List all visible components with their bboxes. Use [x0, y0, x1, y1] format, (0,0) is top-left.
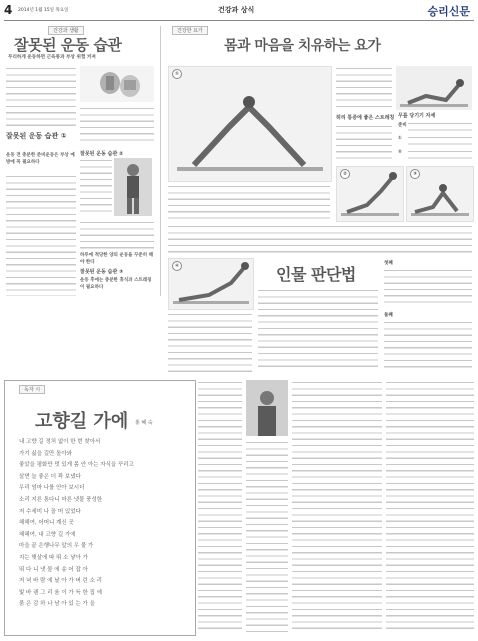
yoga-step-ready: 준비 — [398, 123, 407, 128]
exercise-subhead-1: 잘못된 운동 습관 ① — [6, 132, 67, 140]
exercise-article — [4, 26, 156, 301]
yoga-step-2: ② — [398, 150, 402, 155]
poem-author: 홍 혜 숙 — [135, 420, 153, 426]
figure-number: ② — [340, 169, 350, 179]
poem-line: 좋았을 평화만 멋 있게 몸 안 아는 자식을 꾸리고 — [19, 462, 134, 469]
yoga-step-2-text — [408, 149, 472, 161]
people-text-col4 — [384, 320, 472, 372]
poem-line: 빛 바 랜 그 리 움 이 가 득 한 집 에 — [19, 589, 102, 596]
yoga-side-caption: 무릎 당기기 자세 — [398, 113, 436, 119]
exercise-pullquote-2: 하루에 적당한 양의 운동을 꾸준히 해야 한다 — [80, 253, 154, 265]
poem-line: 소리 지른 통다니 마른 냇물 풍성한 — [19, 496, 103, 503]
column-divider — [160, 26, 161, 296]
poem-line: 헤헤여, 내 고향 길 가에 — [19, 531, 76, 538]
page-number: 4 — [4, 3, 13, 17]
exercise-pullquote-1: 운동 전 충분한 준비운동은 부상 예방에 꼭 필요하다 — [6, 153, 75, 165]
exercise-subhead-2: 잘못된 운동 습관 ② — [80, 151, 124, 157]
yoga-box-text — [336, 124, 392, 162]
people-text-col3 — [384, 268, 472, 308]
exercise-text-col2c — [80, 220, 154, 250]
exercise-section-tag: 건강과 생활 — [48, 26, 84, 35]
yoga-step-1-text — [408, 135, 472, 147]
poem-lines — [19, 437, 191, 611]
people-subhead-1: 첫째 — [384, 261, 393, 266]
yoga-title: 몸과 마음을 치유하는 요가 — [224, 38, 381, 54]
poem-line: 지는 햇살에 따 뛰 소 낳아 가 — [19, 554, 88, 561]
poem-box — [4, 380, 196, 636]
issue-date: 2014년 1월 15일 목요일 — [18, 8, 69, 13]
yoga-section-tag: 건강한 요가 — [172, 26, 208, 35]
figure-number: ③ — [410, 169, 420, 179]
poem-line: 마을 끝 은행나무 앞의 우 물 가 — [19, 543, 94, 550]
poem-title: 고향길 가에 — [35, 411, 129, 432]
exercise-subhead-3: 잘못된 운동 습관 ③ — [80, 269, 124, 275]
exercise-pullquote-3: 운동 후에는 충분한 휴식과 스트레칭이 필요하다 — [80, 278, 152, 290]
people-text-col5 — [292, 380, 382, 634]
yoga-figure-3 — [406, 166, 474, 222]
dumbbell-photo — [80, 66, 154, 102]
yoga-figure-4 — [168, 258, 254, 310]
yoga-step-1: ① — [398, 136, 402, 141]
poem-essay-col2 — [246, 440, 288, 634]
poem-line: 우리 엄마 나를 안아 보시더 — [19, 485, 85, 492]
poem-line: 내 고향 길 정처 없이 한 번 찾아서 — [19, 439, 101, 445]
yoga-step-ready-text — [408, 121, 472, 133]
poem-line: 뛰 다 니 냇 물 에 송 어 잡 아 — [19, 566, 88, 573]
exercise-text-col2 — [80, 106, 154, 146]
people-text-col2 — [258, 288, 378, 372]
yoga-main-photo — [168, 66, 332, 182]
people-text-col1 — [168, 312, 252, 372]
people-article — [164, 258, 474, 378]
poem-line: 가기 싫을 길만 돌아와 — [19, 450, 73, 457]
poem-section-tag: 독자 시 — [19, 385, 45, 394]
exercise-text-col2b — [80, 158, 112, 216]
people-text-col6 — [386, 380, 474, 634]
poem-line: 저 수세미 나 꼴 머 있었다 — [19, 508, 81, 515]
exercise-text-col1b — [6, 174, 76, 296]
people-title: 인물 판단법 — [276, 265, 356, 284]
yoga-bottom-text — [168, 224, 472, 254]
yoga-figure-2 — [336, 166, 404, 222]
people-subhead-2: 둘째 — [384, 313, 393, 318]
poem-line: 붉 은 감 하 나 남 아 있 는 가 을 — [19, 601, 95, 608]
yoga-box-title: 허리 통증에 좋은 스트레칭 — [336, 115, 395, 121]
yoga-caption-text — [168, 184, 330, 220]
yoga-intro-text — [336, 66, 392, 110]
figure-number: ④ — [172, 261, 182, 271]
yoga-side-photo — [396, 66, 472, 110]
poem-line: 살면 늘 좋은 더 꽉 보냈다 — [19, 473, 81, 480]
exercise-person-photo — [114, 158, 152, 216]
exercise-title: 잘못된 운동 습관 — [14, 36, 122, 54]
figure-number: ① — [172, 69, 182, 79]
poem-line: 헤헤여, 어머니 계신 곳 — [19, 520, 74, 527]
exercise-text-col1 — [6, 66, 76, 130]
newspaper-logo: 승리신문 — [427, 5, 470, 18]
poem-line: 저 녁 바 람 에 날 아 가 버 린 소 리 — [19, 578, 102, 585]
yoga-article — [164, 26, 474, 256]
header-rule — [4, 20, 474, 21]
poem-essay-col1 — [198, 380, 242, 634]
poem-photo — [246, 380, 288, 436]
exercise-lead: 무리하게 운동하면 근육통과 부상 위험 커져 — [8, 55, 96, 60]
section-title: 건강과 상식 — [218, 6, 255, 14]
